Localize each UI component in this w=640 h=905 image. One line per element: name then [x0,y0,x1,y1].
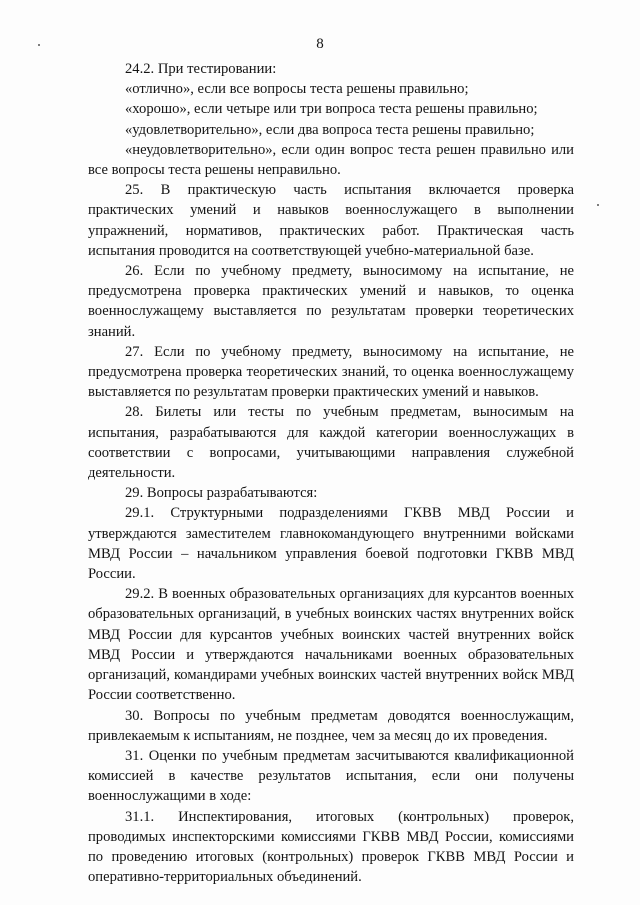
paragraph-25: 25. В практическую часть испытания включается проверка практических умений и навыков военнослужащего в выполнении упражнений, нормативов, практических работ. Практическая часть испытания проводится на соответствующей учебно-материальной базе. [88,182,574,259]
paragraph-30: 30. Вопросы по учебным предметам доводятся военнослужащим, привлекаемым к испытаниям, не позднее, чем за месяц до их проведения. [88,707,574,744]
paragraph-26: 26. Если по учебному предмету, выносимому на испытание, не предусмотрена проверка практических умений и навыков, то оценка военнослужащему выставляется по результатам проверки теоретических знаний. [88,263,574,340]
paragraph-grade-unsatisfactory: «неудовлетворительно», если один вопрос теста решен правильно или все вопросы теста решены неправильно. [88,141,574,179]
paragraph-31: 31. Оценки по учебным предметам засчитываются квалификационной комиссией в качестве результатов испытания, если они получены военнослужащими в ходе: [88,747,574,805]
paragraph-29-2: 29.2. В военных образовательных организациях для курсантов военных образовательных организаций, в учебных воинских частях внутренних войск МВД России для курсантов учебных воинских частей внутренних войск МВД России и утверждаются начальниками военных образовательных организаций, командирами учебных воинских частей внутренних войск МВД России соответственно. [88,586,574,704]
paragraph-27: 27. Если по учебному предмету, выносимому на испытание, не предусмотрена проверка теоретических знаний, то оценка военнослужащему выставляется по результатам проверки практических умений и навыков. [88,343,574,401]
paragraph-31-1: 31.1. Инспектирования, итоговых (контрольных) проверок, проводимых инспекторскими комиссиями ГКВВ МВД России, комиссиями по проведению итоговых (контрольных) проверок ГКВВ МВД России и оперативно-территориальных объединений. [88,808,574,886]
paragraph-grade-excellent: «отлично», если все вопросы теста решены правильно; [125,81,469,98]
paragraph-24-2: 24.2. При тестировании: [125,61,277,77]
paragraph-28: 28. Билеты или тесты по учебным предметам, выносимым на испытания, разрабатываются для каждой категории военнослужащих в соответствии с вопросами, учитывающими направления служебной деятельности. [88,404,574,482]
paragraph-29-1: 29.1. Структурными подразделениями ГКВВ МВД России и утверждаются заместителем главнокомандующего внутренними войсками МВД России – начальником управления боевой подготовки ГКВВ МВД России. [88,505,574,583]
page-number: 8 [316,36,324,52]
paragraph-grade-good: «хорошо», если четыре или три вопроса теста решены правильно; [125,101,538,118]
paragraph-29: 29. Вопросы разрабатываются: [125,485,318,502]
scan-speck [597,204,599,206]
scan-speck [38,44,40,46]
paragraph-grade-satisfactory: «удовлетворительно», если два вопроса теста решены правильно; [125,121,535,138]
document-body [88,59,574,887]
